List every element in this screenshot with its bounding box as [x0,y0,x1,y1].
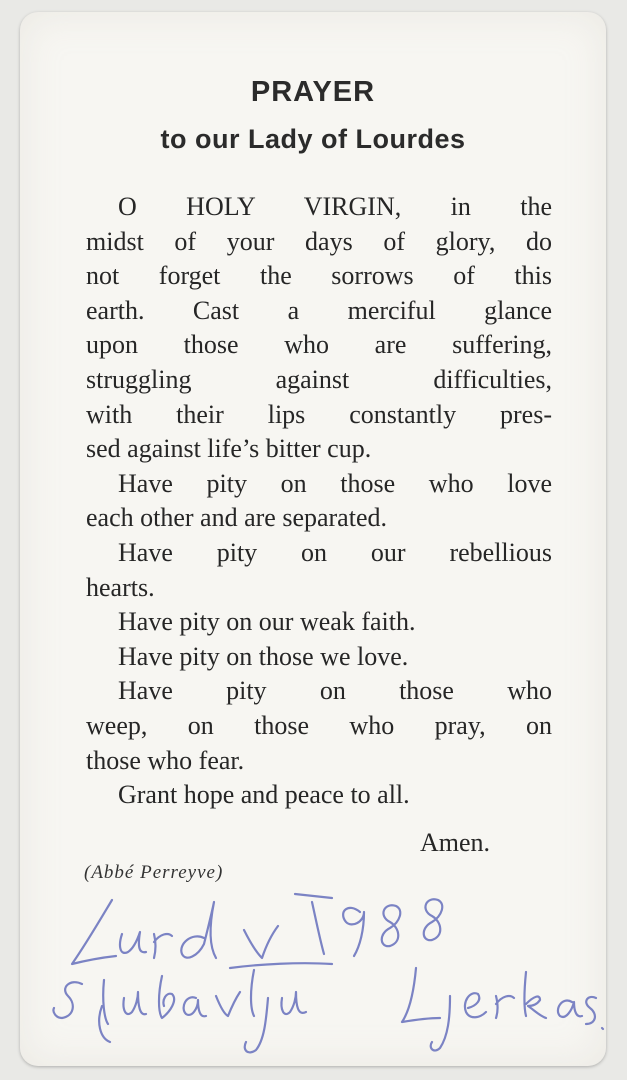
prayer-line: Have pity on our rebellious [118,537,552,567]
prayer-line: each other and are separated. [86,503,387,533]
prayer-card [20,12,606,1066]
prayer-line: weep, on those who pray, on [86,710,552,740]
prayer-line: hearts. [86,572,155,602]
attribution: (Abbé Perreyve) [84,862,224,883]
prayer-line: midst of your days of glory, do [86,226,552,256]
prayer-line: those who fear. [86,745,245,775]
prayer-line: sed against life’s bitter cup. [86,434,372,464]
prayer-title: PRAYER [250,76,376,108]
prayer-line: Have pity on those we love. [118,641,409,671]
prayer-line: earth. Cast a merciful glance [86,295,552,325]
prayer-subtitle: to our Lady of Lourdes [160,124,466,154]
prayer-line: Have pity on those who love [118,468,552,498]
prayer-line: Have pity on those who [118,676,552,706]
prayer-body [86,190,552,813]
prayer-line: Have pity on our weak faith. [118,607,416,637]
prayer-closing: Amen. [420,828,491,857]
prayer-line: upon those who are suffering, [86,330,552,360]
handwritten-note-image [20,872,606,1062]
prayer-line: with their lips constantly pres- [86,399,552,429]
prayer-line: struggling against difficulties, [86,364,552,394]
prayer-line: not forget the sorrows of this [86,261,552,291]
prayer-line: Grant hope and peace to all. [118,780,410,810]
prayer-line: O HOLY VIRGIN, in the [118,192,552,221]
